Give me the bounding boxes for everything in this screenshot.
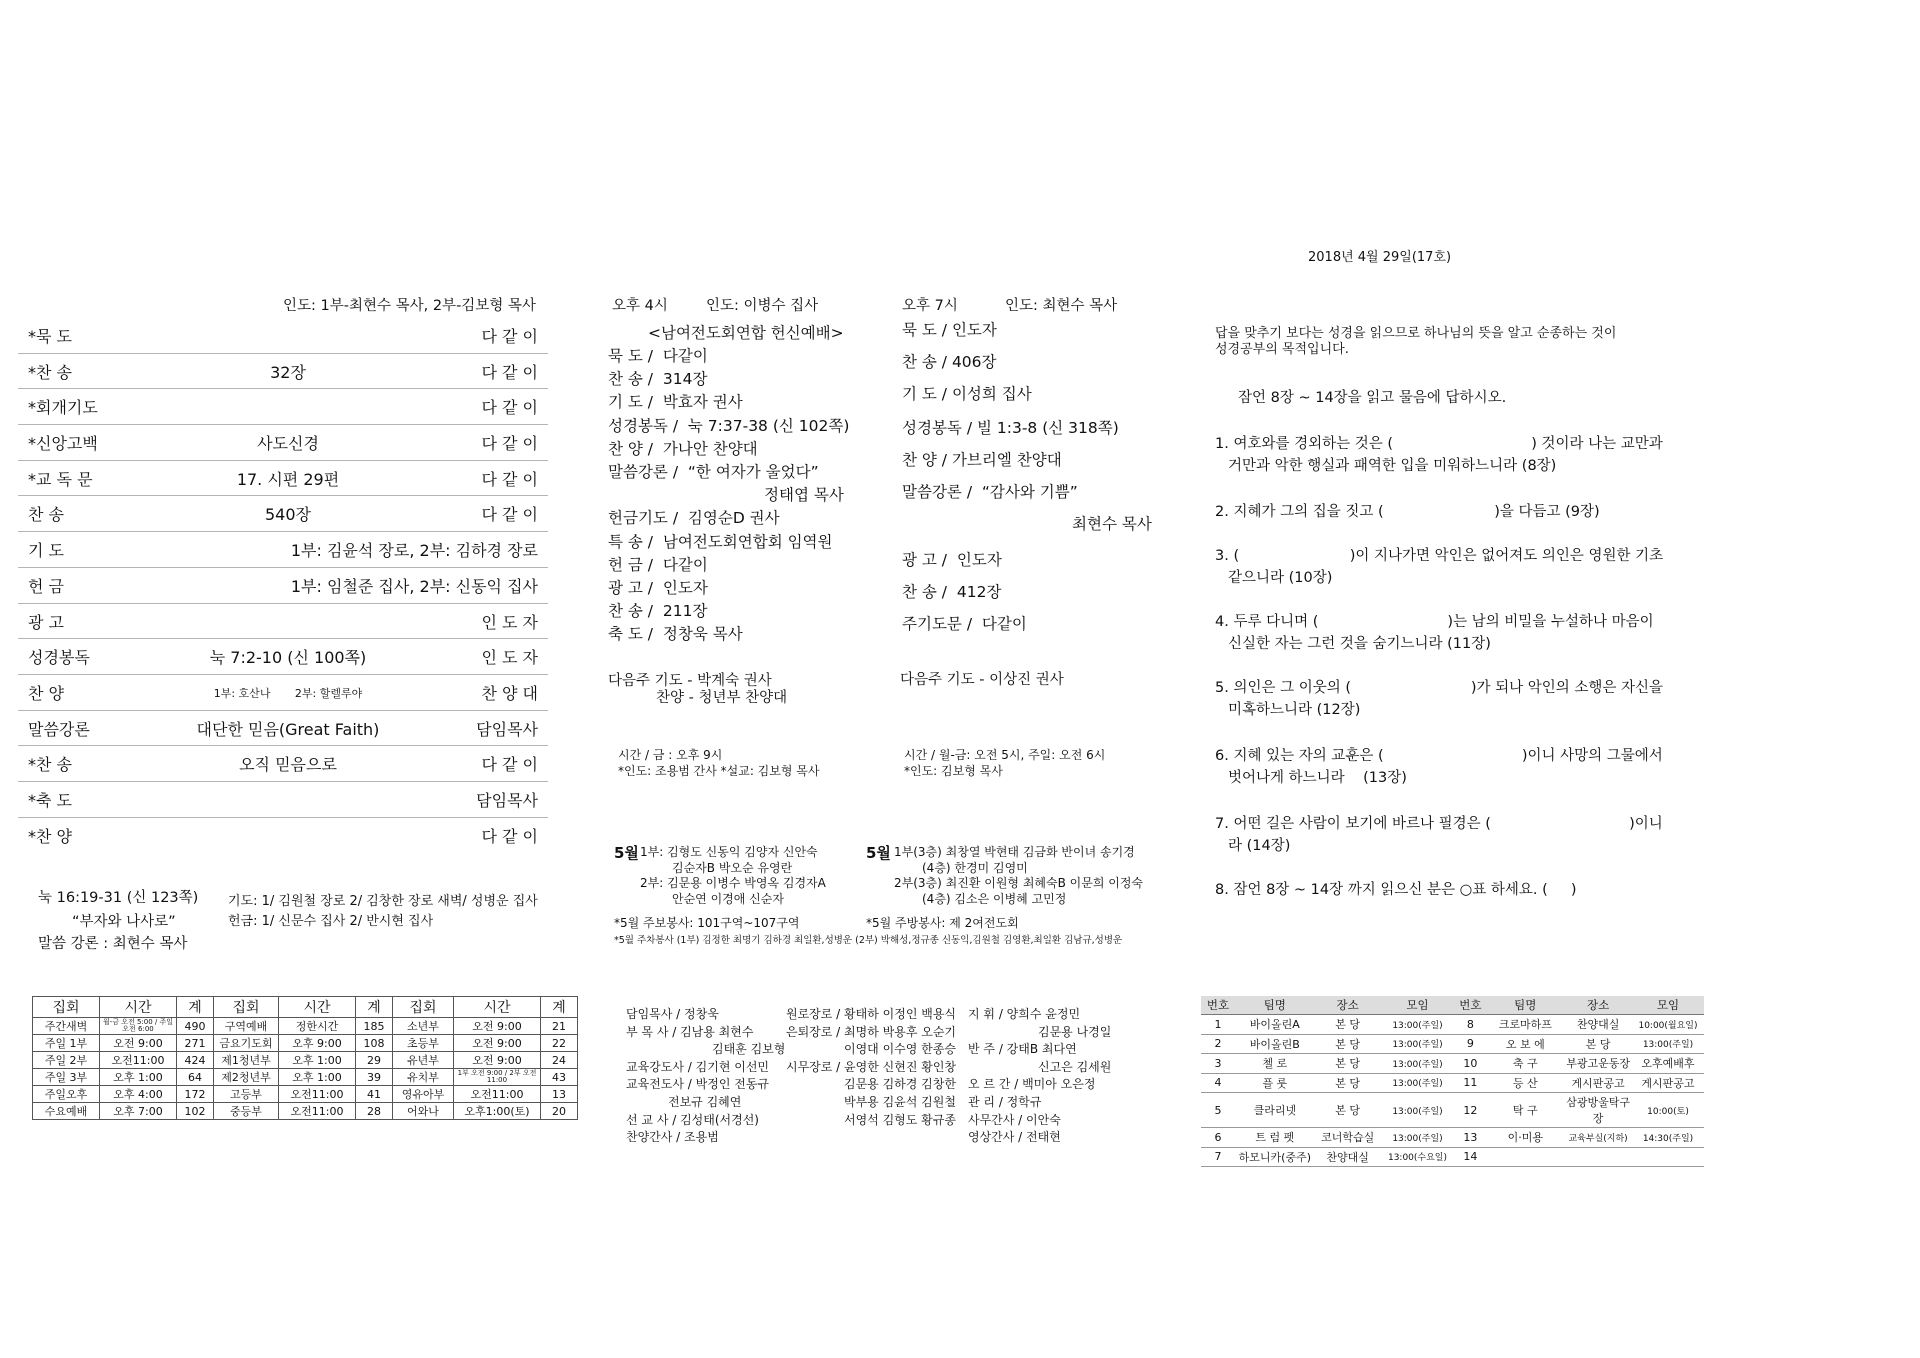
team-cell: 오 보 에 <box>1486 1034 1564 1054</box>
team-cell: 하모니카(중주) <box>1235 1147 1315 1167</box>
staff-item: 박부용 김윤석 김원철 <box>844 1094 956 1109</box>
pm4-next-choir: 찬양 - 청년부 찬양대 <box>656 690 788 706</box>
attendance-cell: 초등부 <box>393 1035 454 1052</box>
order-row <box>18 675 548 711</box>
question-continuation: 신실한 자는 그런 것을 숨기느니라 (11장) <box>1228 636 1491 652</box>
team-header: 장소 <box>1315 996 1381 1015</box>
team-row <box>1201 1015 1704 1035</box>
pm7-item: 주기도문 / 다같이 <box>902 615 1027 633</box>
attendance-cell: 정한시간 <box>279 1018 356 1035</box>
order-label: *신앙고백 <box>28 434 98 454</box>
question-line: 1. 여호와를 경외하는 것은 ( ) 것이라 나는 교만과 <box>1215 436 1663 452</box>
team-header: 모임 <box>1381 996 1455 1015</box>
attendance-cell: 주일 2부 <box>33 1052 100 1069</box>
friday-time: 시간 / 금 : 오후 9시 <box>618 748 723 762</box>
pm4-leader: 인도: 이병수 집사 <box>706 298 819 314</box>
attendance-cell: 오후 1:00 <box>279 1052 356 1069</box>
attendance-cell: 어와나 <box>393 1103 454 1120</box>
order-label: *찬 송 <box>28 362 72 382</box>
team-cell: 9 <box>1454 1034 1486 1054</box>
attendance-cell: 주일 1부 <box>33 1035 100 1052</box>
attendance-cell: 41 <box>356 1086 393 1103</box>
team-cell: 6 <box>1201 1128 1235 1148</box>
order-row <box>18 532 548 568</box>
order-person: 다 같 이 <box>481 327 538 346</box>
team-cell: 10 <box>1454 1054 1486 1074</box>
attendance-cell: 오후 1:00 <box>100 1069 177 1086</box>
pm4-item: 찬 송 / 314장 <box>608 370 708 389</box>
pm7-time: 오후 7시 <box>902 298 958 314</box>
order-person: 1부: 김윤석 장로, 2부: 김하경 장로 <box>290 541 538 561</box>
order-person: 다 같 이 <box>481 755 538 775</box>
order-label: *찬 송 <box>28 755 72 775</box>
pm4-item: 찬 송 / 211장 <box>608 602 708 621</box>
pm4-next-prayer: 다음주 기도 - 박계숙 권사 <box>608 673 772 689</box>
attendance-header: 집회 <box>393 997 454 1018</box>
attendance-header: 계 <box>541 997 578 1018</box>
attendance-cell: 오전 9:00 <box>100 1035 177 1052</box>
team-cell: 본 당 <box>1564 1034 1632 1054</box>
attendance-cell: 24 <box>541 1052 578 1069</box>
attendance-header: 시간 <box>100 997 177 1018</box>
attendance-cell: 고등부 <box>214 1086 279 1103</box>
question-line: 6. 지혜 있는 자의 교훈은 ( )이니 사망의 그물에서 <box>1215 748 1663 764</box>
team-row <box>1201 1093 1704 1128</box>
pm4-time: 오후 4시 <box>612 298 668 314</box>
elders-list <box>786 1006 956 1129</box>
pm7-item: 묵 도 / 인도자 <box>902 321 997 339</box>
order-person: 다 같 이 <box>481 434 538 454</box>
attendance-cell: 오전11:00 <box>100 1052 177 1069</box>
team-cell: 14:30(주일) <box>1632 1128 1704 1148</box>
team-cell: 바이올린B <box>1235 1034 1315 1054</box>
order-row <box>18 746 548 782</box>
attendance-cell: 오전 9:00 <box>454 1052 541 1069</box>
pm4-item: 기 도 / 박효자 권사 <box>608 393 743 412</box>
team-cell: 본 당 <box>1315 1034 1381 1054</box>
team-cell: 축 구 <box>1486 1054 1564 1074</box>
team-cell: 오후예배후 <box>1632 1054 1704 1074</box>
pm4-item: 광 고 / 인도자 <box>608 578 708 597</box>
pm7-item: 기 도 / 이성희 집사 <box>902 385 1032 403</box>
may-parking-item: 2부(3층) 최진환 이원형 최혜숙B 이문희 이정숙 <box>894 876 1144 890</box>
attendance-cell: 29 <box>356 1052 393 1069</box>
team-cell: 바이올린A <box>1235 1015 1315 1035</box>
next-week-title: “부자와 나사로” <box>72 914 176 930</box>
order-person: 다 같 이 <box>481 469 538 489</box>
order-label: 찬 송 <box>28 505 64 525</box>
team-header: 모임 <box>1632 996 1704 1015</box>
team-cell: 10:00(토) <box>1632 1093 1704 1128</box>
team-header: 팀명 <box>1235 996 1315 1015</box>
order-label: 말씀강론 <box>28 719 90 739</box>
team-cell: 게시판공고 <box>1564 1073 1632 1093</box>
staff-item: 은퇴장로 / 최명하 박용후 오순기 <box>786 1024 956 1039</box>
team-cell: 본 당 <box>1315 1093 1381 1128</box>
attendance-cell: 오후 1:00 <box>279 1069 356 1086</box>
order-detail: 대단한 믿음(Great Faith) <box>196 719 380 739</box>
attendance-cell: 오전 9:00 <box>454 1035 541 1052</box>
staff-item: 교육강도사 / 김기현 이선민 <box>626 1059 769 1074</box>
team-cell: 삼광방울탁구장 <box>1564 1093 1632 1128</box>
team-header: 팀명 <box>1486 996 1564 1015</box>
next-week-offering: 헌금: 1/ 신문수 집사 2/ 반시현 집사 <box>228 914 434 929</box>
pm4-item: 특 송 / 남여전도회연합회 임역원 <box>608 532 833 551</box>
attendance-cell: 오전11:00 <box>279 1086 356 1103</box>
question-continuation: 라 (14장) <box>1228 838 1291 854</box>
pm7-item: 찬 양 / 가브리엘 찬양대 <box>902 451 1062 469</box>
attendance-cell: 424 <box>177 1052 214 1069</box>
team-cell: 2 <box>1201 1034 1235 1054</box>
may-parking-item: (4층) 한경미 김영미 <box>922 860 1028 875</box>
may-parking-item: 김순자B 박오순 유영란 <box>672 860 793 875</box>
order-detail: 눅 7:2-10 (신 100쪽) <box>209 648 367 668</box>
attendance-cell: 주일오후 <box>33 1086 100 1103</box>
attendance-cell: 20 <box>541 1103 578 1120</box>
attendance-cell: 제2청년부 <box>214 1069 279 1086</box>
pm7-item: 최현수 목사 <box>1072 515 1152 533</box>
team-row <box>1201 1073 1704 1093</box>
order-label: 헌 금 <box>28 576 64 596</box>
attendance-row <box>33 1103 578 1120</box>
attendance-cell: 43 <box>541 1069 578 1086</box>
may-kitchen-serve: *5월 주방봉사: 제 2여전도회 <box>866 916 1019 930</box>
attendance-cell: 금요기도회 <box>214 1035 279 1052</box>
attendance-cell: 유치부 <box>393 1069 454 1086</box>
team-cell <box>1564 1147 1632 1167</box>
attendance-cell: 구역예배 <box>214 1018 279 1035</box>
team-row <box>1201 1034 1704 1054</box>
order-label: *회개기도 <box>28 398 98 418</box>
may-parking-item: 안순연 이경애 신순자 <box>672 891 784 906</box>
next-week-scripture: 눅 16:19-31 (신 123쪽) <box>38 890 199 906</box>
staff-item: 김문용 나경일 <box>1038 1024 1112 1039</box>
staff-item: 지 휘 / 양희수 윤정민 <box>968 1007 1081 1021</box>
team-cell: 부광고운동장 <box>1564 1054 1632 1074</box>
staff-item: 김문용 김하경 김창한 <box>844 1077 956 1092</box>
may-parking-list-b <box>894 845 1143 907</box>
next-week-speaker: 말씀 강론 : 최현수 목사 <box>38 936 188 952</box>
order-label: 성경봉독 <box>28 648 90 668</box>
staff-item: 서영석 김형도 황규종 <box>844 1112 956 1127</box>
team-cell: 본 당 <box>1315 1073 1381 1093</box>
pm7-item: 말씀강론 / “감사와 기쁨” <box>902 483 1078 501</box>
team-cell: 3 <box>1201 1054 1235 1074</box>
team-cell <box>1486 1147 1564 1167</box>
attendance-cell: 주일 3부 <box>33 1069 100 1086</box>
attendance-cell: 오전 9:00 <box>454 1018 541 1035</box>
may-bulletin-serve: *5월 주보봉사: 101구역~107구역 <box>614 916 800 930</box>
team-cell: 13 <box>1454 1128 1486 1148</box>
attendance-cell: 제1청년부 <box>214 1052 279 1069</box>
attendance-row <box>33 1052 578 1069</box>
question-continuation: 벗어나게 하느니라 (13장) <box>1228 770 1407 786</box>
order-row <box>18 389 548 425</box>
staff-item: 전보규 김혜연 <box>668 1094 742 1109</box>
attendance-row <box>33 1035 578 1052</box>
team-cell: 13:00(주일) <box>1381 1034 1455 1054</box>
staff-item: 원로장로 / 황태하 이정인 백용식 <box>786 1007 956 1021</box>
team-cell: 1 <box>1201 1015 1235 1035</box>
attendance-header: 시간 <box>279 997 356 1018</box>
pm4-item: 헌 금 / 다같이 <box>608 555 708 574</box>
order-row <box>18 639 548 675</box>
attendance-row <box>33 1018 578 1035</box>
dawn-leader: *인도: 김보형 목사 <box>904 764 1003 778</box>
attendance-header: 계 <box>356 997 393 1018</box>
attendance-cell: 39 <box>356 1069 393 1086</box>
staff-item: 시무장로 / 윤영한 신현진 황인창 <box>786 1059 956 1074</box>
attendance-header: 집회 <box>33 997 100 1018</box>
team-cell: 본 당 <box>1315 1015 1381 1035</box>
team-row <box>1201 1054 1704 1074</box>
order-person: 인 도 자 <box>481 648 538 668</box>
team-cell: 등 산 <box>1486 1073 1564 1093</box>
order-person: 다 같 이 <box>481 398 538 418</box>
pm7-item: 찬 송 / 406장 <box>902 353 997 371</box>
pm7-leader: 인도: 최현수 목사 <box>1005 298 1118 314</box>
order-person: 찬 양 대 <box>481 683 538 703</box>
attendance-header: 계 <box>177 997 214 1018</box>
order-person: 1부: 임철준 집사, 2부: 신동익 집사 <box>290 576 538 596</box>
pm4-title: <남여전도회연합 헌신예배> <box>648 324 844 342</box>
order-label: 기 도 <box>28 541 64 561</box>
attendance-row <box>33 1086 578 1103</box>
team-row <box>1201 1147 1704 1167</box>
team-cell: 교육부실(지하) <box>1564 1128 1632 1148</box>
next-week-prayer: 기도: 1/ 김원철 장로 2/ 김창한 장로 새벽/ 성병운 집사 <box>228 894 538 909</box>
order-row <box>18 354 548 390</box>
study-instruction: 잠언 8장 ~ 14장을 읽고 물음에 답하시오. <box>1238 390 1507 406</box>
order-person: 다 같 이 <box>481 826 538 846</box>
order-label: *교 독 문 <box>28 469 93 489</box>
team-cell: 13:00(주일) <box>1632 1034 1704 1054</box>
team-cell: 13:00(주일) <box>1381 1073 1455 1093</box>
study-intro-1: 답을 맞추기 보다는 성경을 읽으므로 하나님의 뜻을 알고 순종하는 것이 <box>1215 326 1617 341</box>
service-leader-header: 인도: 1부-최현수 목사, 2부-김보형 목사 <box>283 298 536 314</box>
attendance-cell: 22 <box>541 1035 578 1052</box>
pm4-item: 축 도 / 정창욱 목사 <box>608 625 743 644</box>
attendance-cell: 1부 오전 9:00 / 2부 오전 11:00 <box>454 1069 541 1086</box>
team-cell: 찬양대실 <box>1315 1147 1381 1167</box>
team-cell: 10:00(월요일) <box>1632 1015 1704 1035</box>
order-person: 다 같 이 <box>481 505 538 525</box>
may-parking-line: *5월 주차봉사 (1부) 김정한 최명기 김하경 최일환,성병운 (2부) 박해성,정규종 신동익,김원철 김영환,최일환 김남규,성병운 <box>614 935 1123 946</box>
team-cell: 13:00(수요일) <box>1381 1147 1455 1167</box>
staff-item: 신고은 김세원 <box>1038 1059 1112 1074</box>
attendance-cell: 172 <box>177 1086 214 1103</box>
team-cell: 7 <box>1201 1147 1235 1167</box>
pm4-item: 헌금기도 / 김영순D 권사 <box>608 509 780 528</box>
may-parking-item: (4층) 김소은 이병혜 고민정 <box>922 891 1067 906</box>
order-label: *묵 도 <box>28 327 72 346</box>
attendance-cell: 오후 4:00 <box>100 1086 177 1103</box>
team-cell: 11 <box>1454 1073 1486 1093</box>
team-cell: 트 럼 펫 <box>1235 1128 1315 1148</box>
dawn-time: 시간 / 월-금: 오전 5시, 주일: 오전 6시 <box>904 748 1106 762</box>
friday-leaders: *인도: 조용범 간사 *설교: 김보형 목사 <box>618 764 820 778</box>
order-row <box>18 425 548 461</box>
team-cell: 플 룻 <box>1235 1073 1315 1093</box>
team-cell: 크로마하프 <box>1486 1015 1564 1035</box>
question-continuation: 같으니라 (10장) <box>1228 570 1333 586</box>
order-label: *축 도 <box>28 790 72 810</box>
may-parking-item: 1부: 김형도 신동익 김양자 신안숙 <box>640 845 818 859</box>
team-header: 번호 <box>1201 996 1235 1015</box>
order-row <box>18 818 548 853</box>
order-person: 담임목사 <box>476 719 538 739</box>
staff-item: 이영대 이수영 한종승 <box>844 1042 956 1057</box>
pm7-item: 찬 송 / 412장 <box>902 583 1002 601</box>
attendance-cell: 오후 9:00 <box>279 1035 356 1052</box>
team-cell <box>1632 1147 1704 1167</box>
attendance-cell: 490 <box>177 1018 214 1035</box>
staff-item: 교육전도사 / 박정인 전동규 <box>626 1077 769 1092</box>
staff-item: 영상간사 / 전태현 <box>968 1130 1061 1145</box>
study-intro-2: 성경공부의 목적입니다. <box>1215 342 1349 357</box>
attendance-cell: 102 <box>177 1103 214 1120</box>
order-label: 찬 양 <box>28 683 64 703</box>
order-row <box>18 318 548 354</box>
order-label: 광 고 <box>28 612 64 632</box>
order-label: *찬 양 <box>28 826 72 846</box>
pm4-order-list <box>608 344 849 645</box>
staff-item: 반 주 / 강태B 최다연 <box>968 1042 1077 1057</box>
may-label-a: 5월 <box>614 844 639 862</box>
team-header: 장소 <box>1564 996 1632 1015</box>
pm4-item: 정태엽 목사 <box>764 486 844 505</box>
team-cell: 첼 로 <box>1235 1054 1315 1074</box>
pm7-item: 광 고 / 인도자 <box>902 551 1002 569</box>
attendance-cell: 108 <box>356 1035 393 1052</box>
order-detail: 사도신경 <box>257 434 319 454</box>
attendance-cell: 오후 7:00 <box>100 1103 177 1120</box>
order-row <box>18 496 548 532</box>
may-label-b: 5월 <box>866 844 891 862</box>
attendance-cell: 오전11:00 <box>279 1103 356 1120</box>
attendance-cell: 64 <box>177 1069 214 1086</box>
staff-item: 부 목 사 / 김남용 최현수 <box>626 1024 754 1039</box>
attendance-cell: 13 <box>541 1086 578 1103</box>
staff-item: 선 교 사 / 김성태(서경선) <box>626 1112 759 1127</box>
attendance-cell: 주간새벽 <box>33 1018 100 1035</box>
staff-item: 관 리 / 정학규 <box>968 1094 1042 1109</box>
pm4-item: 묵 도 / 다같이 <box>608 347 708 365</box>
attendance-cell: 수요예배 <box>33 1103 100 1120</box>
order-person: 다 같 이 <box>481 362 538 382</box>
attendance-row <box>33 1069 578 1086</box>
may-parking-item: 2부: 김문용 이병수 박영옥 김경자A <box>640 876 826 890</box>
order-row <box>18 568 548 604</box>
attendance-cell: 오후1:00(토) <box>454 1103 541 1120</box>
question-continuation: 미혹하느니라 (12장) <box>1228 702 1361 718</box>
order-detail: 1부: 호산나 2부: 할렐루야 <box>213 686 363 700</box>
staff-list <box>626 1006 785 1147</box>
service-order-list <box>18 318 548 852</box>
question-line: 2. 지혜가 그의 집을 짓고 ( )을 다듬고 (9장) <box>1215 504 1600 520</box>
team-header: 번호 <box>1454 996 1486 1015</box>
question-line: 5. 의인은 그 이웃의 ( )가 되나 악인의 소행은 자신을 <box>1215 680 1663 696</box>
pm4-item: 찬 양 / 가나안 찬양대 <box>608 439 758 458</box>
pm7-next-prayer: 다음주 기도 - 이상진 권사 <box>900 672 1064 688</box>
attendance-cell: 21 <box>541 1018 578 1035</box>
attendance-cell: 185 <box>356 1018 393 1035</box>
ministry-teams-table <box>1201 996 1704 1167</box>
team-cell: 13:00(주일) <box>1381 1093 1455 1128</box>
order-detail: 32장 <box>270 362 306 382</box>
team-cell: 13:00(주일) <box>1381 1054 1455 1074</box>
attendance-cell: 중등부 <box>214 1103 279 1120</box>
attendance-cell: 영유아부 <box>393 1086 454 1103</box>
may-parking-item: 1부(3층) 최창열 박현태 김금화 반이녀 송기경 <box>894 845 1135 859</box>
pm7-item: 성경봉독 / 빌 1:3-8 (신 318쪽) <box>902 419 1119 437</box>
question-line: 7. 어떤 길은 사람이 보기에 바르나 필경은 ( )이니 <box>1215 816 1663 832</box>
may-parking-list-a <box>640 845 826 907</box>
attendance-table <box>32 996 578 1120</box>
team-cell: 5 <box>1201 1093 1235 1128</box>
staff-item: 담임목사 / 정창욱 <box>626 1007 719 1021</box>
attendance-cell: 소년부 <box>393 1018 454 1035</box>
order-row <box>18 711 548 747</box>
attendance-header: 시간 <box>454 997 541 1018</box>
team-cell: 4 <box>1201 1073 1235 1093</box>
order-person: 인 도 자 <box>481 612 538 632</box>
staff-item: 김태훈 김보형 <box>712 1042 786 1057</box>
order-detail: 오직 믿음으로 <box>239 755 337 775</box>
bulletin-date: 2018년 4월 29일(17호) <box>1308 250 1452 265</box>
staff-item: 사무간사 / 이안숙 <box>968 1112 1061 1127</box>
others-list <box>968 1006 1111 1147</box>
team-cell: 13:00(주일) <box>1381 1015 1455 1035</box>
attendance-cell: 28 <box>356 1103 393 1120</box>
pm4-item: 말씀강론 / “한 여자가 울었다” <box>608 462 819 481</box>
attendance-cell: 271 <box>177 1035 214 1052</box>
team-row <box>1201 1128 1704 1148</box>
team-cell: 13:00(주일) <box>1381 1128 1455 1148</box>
staff-item: 찬양간사 / 조용범 <box>626 1130 719 1145</box>
team-cell: 이·미용 <box>1486 1128 1564 1148</box>
team-cell: 탁 구 <box>1486 1093 1564 1128</box>
team-cell: 코너학습실 <box>1315 1128 1381 1148</box>
question-line: 3. ( )이 지나가면 악인은 없어져도 의인은 영원한 기초 <box>1215 548 1664 564</box>
question-line: 4. 두루 다니며 ( )는 남의 비밀을 누설하나 마음이 <box>1215 614 1654 630</box>
order-row <box>18 461 548 497</box>
order-row <box>18 782 548 818</box>
attendance-cell: 유년부 <box>393 1052 454 1069</box>
order-detail: 540장 <box>265 505 311 525</box>
order-row <box>18 604 548 640</box>
attendance-cell: 월-금 오전 5:00 / 주일 오전 6:00 <box>100 1018 177 1035</box>
team-cell: 8 <box>1454 1015 1486 1035</box>
staff-item: 오 르 간 / 백미아 오은정 <box>968 1077 1096 1092</box>
team-cell: 클라리넷 <box>1235 1093 1315 1128</box>
question-continuation: 거만과 악한 행실과 패역한 입을 미워하느니라 (8장) <box>1228 458 1557 474</box>
team-cell: 14 <box>1454 1147 1486 1167</box>
attendance-cell: 오전11:00 <box>454 1086 541 1103</box>
pm4-item: 성경봉독 / 눅 7:37-38 (신 102쪽) <box>608 416 850 435</box>
team-cell: 본 당 <box>1315 1054 1381 1074</box>
question-line: 8. 잠언 8장 ~ 14장 까지 읽으신 분은 ○표 하세요. ( ) <box>1215 882 1577 898</box>
team-cell: 찬양대실 <box>1564 1015 1632 1035</box>
order-person: 담임목사 <box>476 790 538 810</box>
pm7-order-list <box>902 318 1152 644</box>
order-detail: 17. 시편 29편 <box>236 469 340 489</box>
attendance-header: 집회 <box>214 997 279 1018</box>
team-cell: 게시판공고 <box>1632 1073 1704 1093</box>
team-cell: 12 <box>1454 1093 1486 1128</box>
